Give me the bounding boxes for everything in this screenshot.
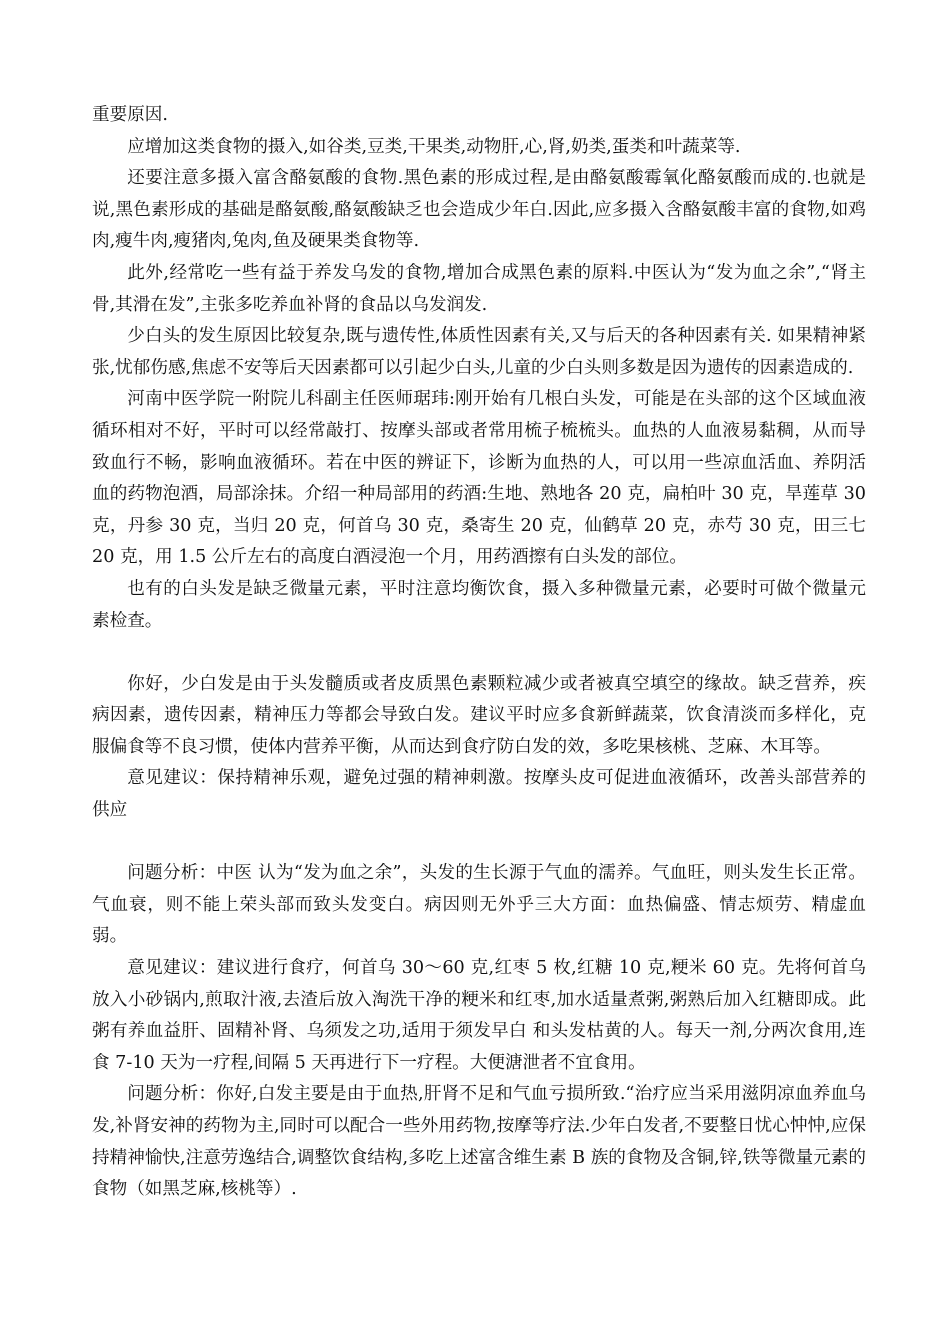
document-body [92,100,866,1206]
paragraph-4: 此外,经常吃一些有益于养发乌发的食物,增加合成黑色素的原料.中医认为“发为血之余”,“肾主骨,其滑在发”,主张多吃养血补肾的食品以乌发润发. [92,262,866,315]
paragraph-9: 意见建议：保持精神乐观，避免过强的精神刺激。按摩头皮可促进血液循环，改善头部营养的供应 [92,768,866,821]
paragraph-3: 还要注意多摄入富含酪氨酸的食物.黑色素的形成过程,是由酪氨酸霉氧化酪氨酸而成的.也就是说,黑色素形成的基础是酪氨酸,酪氨酸缺乏也会造成少年白.因此,应多摄入含酪氨酸丰富的食物,如鸡肉,瘦牛肉,瘦猪肉,兔肉,鱼及硬果类食物等. [92,168,866,252]
paragraph-11: 意见建议：建议进行食疗，何首乌 30～60 克,红枣 5 枚,红糖 10 克,粳米 60 克。先将何首乌放入小砂锅内,煎取汁液,去渣后放入淘洗干净的粳米和红枣,加水适量煮粥,粥熟后加入红糖即成。此粥有养血益肝、固精补肾、乌须发之功,适用于须发早白 和头发枯黄的人。每天一剂,分两次食用,连食 7-10 天为一疗程,间隔 5 天再进行下一疗程。大便溏泄者不宜食用。 [92,958,866,1073]
paragraph-2: 应增加这类食物的摄入,如谷类,豆类,干果类,动物肝,心,肾,奶类,蛋类和叶蔬菜等. [127,136,741,157]
blank-line [92,827,866,859]
paragraph-7: 也有的白头发是缺乏微量元素，平时注意均衡饮食，摄入多种微量元素，必要时可做个微量元素检查。 [92,578,866,631]
paragraph-8: 你好，少白发是由于头发髓质或者皮质黑色素颗粒减少或者被真空填空的缘故。缺乏营养，疾病因素，遗传因素，精神压力等都会导致白发。建议平时应多食新鲜蔬菜，饮食清淡而多样化，克服偏食等不良习惯，使体内营养平衡，从而达到食疗防白发的效，多吃果核桃、芝麻、木耳等。 [92,673,866,757]
paragraph-1: 重要原因. [92,105,168,125]
paragraph-10: 问题分析：中医 认为“发为血之余”，头发的生长源于气血的濡养。气血旺，则头发生长正常。气血衰，则不能上荣头部而致头发变白。病因则无外乎三大方面：血热偏盛、情志烦劳、精虚血弱。 [92,863,866,947]
blank-line [92,637,866,669]
paragraph-5: 少白头的发生原因比较复杂,既与遗传性,体质性因素有关,又与后天的各种因素有关. 如果精神紧张,忧郁伤感,焦虑不安等后天因素都可以引起少白头,儿童的少白头则多数是因为遗传的因素造成的. [92,326,866,378]
paragraph-6: 河南中医学院一附院儿科副主任医师琚玮:刚开始有几根白头发，可能是在头部的这个区域血液循环相对不好，平时可以经常敲打、按摩头部或者常用梳子梳梳头。血热的人血液易黏稠，从而导致血行不畅，影响血液循环。若在中医的辨证下，诊断为血热的人，可以用一些凉血活血、养阴活血的药物泡酒，局部涂抹。介绍一种局部用的药酒:生地、熟地各 20 克，扁柏叶 30 克，旱莲草 30 克，丹参 30 克，当归 20 克，何首乌 30 克，桑寄生 20 克，仙鹤草 20 克，赤芍 30 克，田三七 20 克，用 1.5 公斤左右的高度白酒浸泡一个月，用药酒擦有白头发的部位。 [92,389,866,568]
paragraph-12: 问题分析：你好,白发主要是由于血热,肝肾不足和气血亏损所致.“治疗应当采用滋阴凉血养血乌发,补肾安神的药物为主,同时可以配合一些外用药物,按摩等疗法.少年白发者,不要整日忧心忡忡,应保持精神愉快,注意劳逸结合,调整饮食结构,多吃上述富含维生素 B 族的食物及含铜,锌,铁等微量元素的食物（如黑芝麻,核桃等）. [92,1084,866,1200]
